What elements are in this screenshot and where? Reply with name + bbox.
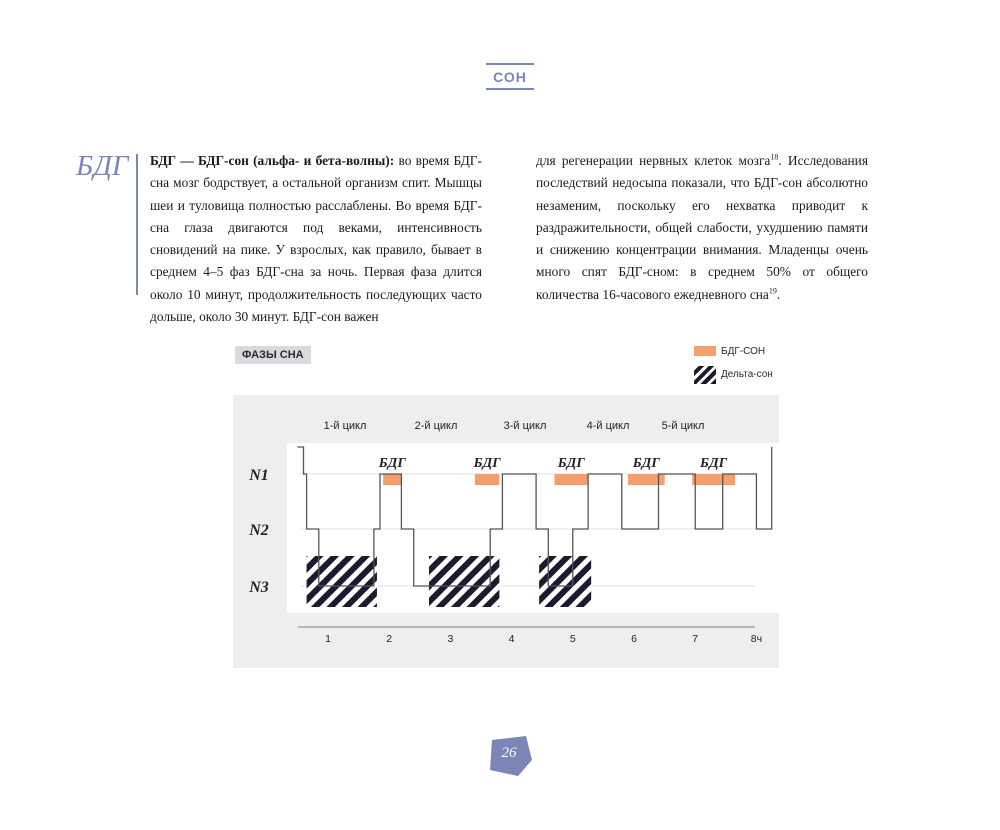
x-tick-label: 1: [325, 633, 331, 645]
rem-sleep-block: [554, 474, 588, 485]
x-tick-label: 3: [447, 633, 454, 645]
paragraph-text: во время БДГ-сна мозг бодрствует, а остальной организм спит. Мышцы шеи и туловища полностью расслаблены. Во время БДГ-сна глаза двигаются под веками, интенсивность сновидений на пике. У взрослых, как правило, бывает в среднем 4–5 фаз БДГ-сна за ночь. Первая фаза длится около 10 минут, продолжительность последующих часто дольше, около 30 минут. БДГ-сон важен: [150, 153, 482, 325]
rem-label: БДГ: [378, 456, 406, 471]
cycle-label: 4-й цикл: [586, 420, 630, 432]
delta-sleep-block: [307, 556, 377, 607]
stage-label: N3: [249, 579, 269, 596]
x-tick-label: 6: [631, 633, 637, 645]
cycle-label: 1-й цикл: [323, 420, 367, 432]
cycle-label: 5-й цикл: [661, 420, 705, 432]
cycle-label: 2-й цикл: [414, 420, 458, 432]
rem-sleep-block: [383, 474, 401, 485]
rem-sleep-block: [475, 474, 499, 485]
rem-label: БДГ: [632, 456, 660, 471]
x-tick-label: 2: [386, 633, 393, 645]
cycle-label: 3-й цикл: [503, 420, 547, 432]
footnote-ref[interactable]: 18: [770, 152, 779, 162]
section-title: СОН: [493, 69, 527, 85]
x-tick-label: 8ч: [750, 633, 763, 645]
rem-label: БДГ: [700, 456, 728, 471]
rem-label: БДГ: [473, 456, 501, 471]
x-tick-label: 5: [569, 633, 576, 645]
page-number-badge: [488, 736, 532, 776]
stage-label: N1: [249, 467, 269, 484]
x-tick-label: 4: [508, 633, 515, 645]
legend-rem-label: БДГ-СОН: [721, 346, 766, 357]
legend-delta-label: Дельта-сон: [721, 369, 773, 380]
page-number: 26: [501, 745, 517, 761]
figure-title: ФАЗЫ СНА: [235, 346, 311, 364]
rem-sleep-block: [692, 474, 735, 485]
rem-label: БДГ: [557, 456, 585, 471]
term-definition-lead: БДГ — БДГ-сон (альфа- и бета-волны):: [150, 153, 395, 168]
stage-label: N2: [249, 522, 269, 539]
paragraph-text: для регенерации нервных клеток мозга: [536, 153, 771, 168]
x-tick-label: 7: [692, 633, 699, 645]
delta-sleep-block: [539, 556, 591, 607]
delta-sleep-block: [429, 556, 499, 607]
footnote-ref[interactable]: 19: [768, 286, 777, 296]
paragraph-text: . Исследования последствий недосыпа показали, что БДГ-сон абсолютно незаменим, поскольку его нехватка приводит к раздражительности, общей слабости, ухудшению памяти и снижению концентрации внимания. Младенцы очень много спят БДГ-сном: в среднем 50% от общего количества 16-часового ежедневного сна: [536, 153, 869, 302]
paragraph-text: .: [776, 286, 781, 302]
side-heading: БДГ: [76, 150, 129, 182]
